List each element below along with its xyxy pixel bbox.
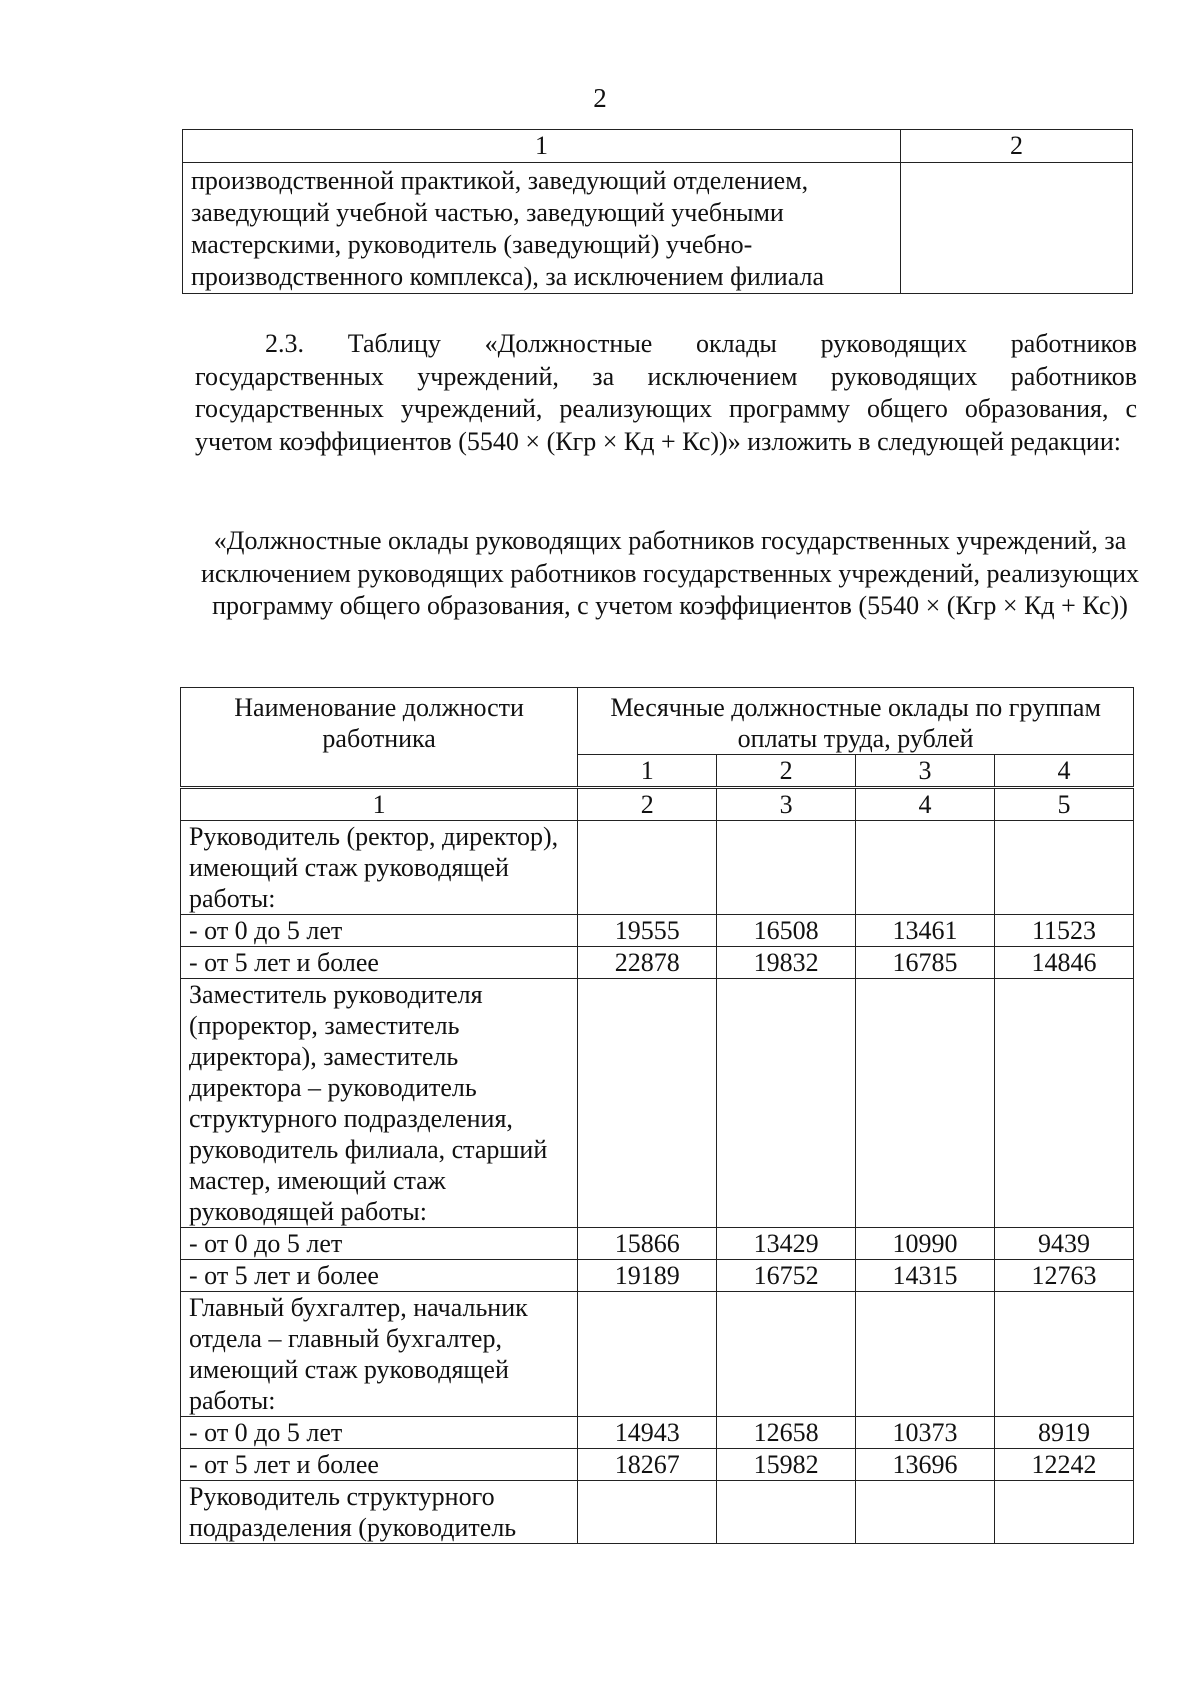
salary-cell: 14943: [578, 1417, 717, 1449]
group-number: 4: [995, 755, 1134, 788]
table-row: [181, 915, 1134, 947]
salary-cell: [995, 821, 1134, 915]
column-number: 1: [183, 130, 901, 163]
salary-cell: [717, 979, 856, 1228]
salary-cell: 19189: [578, 1260, 717, 1292]
salary-cell: 16785: [856, 947, 995, 979]
salary-cell: 12658: [717, 1417, 856, 1449]
salary-cell: 16752: [717, 1260, 856, 1292]
position-name-cell: - от 0 до 5 лет: [181, 915, 578, 947]
page-number: 2: [593, 83, 607, 113]
column-number: 5: [995, 788, 1134, 821]
table-header-row: [183, 130, 1133, 163]
salary-cell: 13429: [717, 1228, 856, 1260]
salary-cell: 9439: [995, 1228, 1134, 1260]
table-row: [181, 1417, 1134, 1449]
salary-table: [180, 687, 1134, 1544]
salary-cell: 16508: [717, 915, 856, 947]
salary-cell: 11523: [995, 915, 1134, 947]
column-number: 3: [717, 788, 856, 821]
salary-cell: [717, 1481, 856, 1544]
salary-cell: [856, 821, 995, 915]
salary-cell: [578, 1481, 717, 1544]
position-name-cell: - от 5 лет и более: [181, 947, 578, 979]
position-name-cell: - от 0 до 5 лет: [181, 1228, 578, 1260]
table-row: [181, 1481, 1134, 1544]
salary-cell: 14846: [995, 947, 1134, 979]
group-number: 1: [578, 755, 717, 788]
column-numbers-row: [181, 788, 1134, 821]
table-row: [183, 163, 1133, 294]
position-name-cell: Главный бухгалтер, начальник отдела – главный бухгалтер, имеющий стаж руководящей работы:: [181, 1292, 578, 1417]
salary-cell: [717, 821, 856, 915]
salary-cell: 18267: [578, 1449, 717, 1481]
salary-cell: 12242: [995, 1449, 1134, 1481]
table-row: [181, 821, 1134, 915]
column-number: 4: [856, 788, 995, 821]
position-name-cell: - от 5 лет и более: [181, 1260, 578, 1292]
salary-cell: 12763: [995, 1260, 1134, 1292]
salary-cell: [578, 821, 717, 915]
table-row: [181, 1260, 1134, 1292]
table-row: [181, 1449, 1134, 1481]
salary-cell: [995, 1481, 1134, 1544]
table-row: [181, 979, 1134, 1228]
table-row: [181, 1228, 1134, 1260]
salary-cell: [856, 979, 995, 1228]
continuation-table: [182, 129, 1133, 294]
table-row: [181, 947, 1134, 979]
salary-cell: [856, 1292, 995, 1417]
position-name-header: Наименование должности работника: [181, 688, 578, 788]
salary-cell: [717, 1292, 856, 1417]
salary-cell: 10990: [856, 1228, 995, 1260]
salary-cell: 19555: [578, 915, 717, 947]
column-number: 1: [181, 788, 578, 821]
position-name-cell: - от 5 лет и более: [181, 1449, 578, 1481]
salary-cell: [995, 1292, 1134, 1417]
salary-cell: 19832: [717, 947, 856, 979]
position-name-cell: Заместитель руководителя (проректор, заместитель директора), заместитель директора – руководитель структурного подразделения, руководитель филиала, старший мастер, имеющий стаж руководящей работы:: [181, 979, 578, 1228]
group-number: 2: [717, 755, 856, 788]
salary-cell: [856, 1481, 995, 1544]
column-number: 2: [578, 788, 717, 821]
table-row: [181, 1292, 1134, 1417]
value-cell: [901, 163, 1133, 294]
salary-cell: 14315: [856, 1260, 995, 1292]
salary-cell: 10373: [856, 1417, 995, 1449]
position-name-cell: Руководитель (ректор, директор), имеющий стаж руководящей работы:: [181, 821, 578, 915]
salary-cell: 15866: [578, 1228, 717, 1260]
salary-cell: 15982: [717, 1449, 856, 1481]
salary-cell: [995, 979, 1134, 1228]
position-name-cell: - от 0 до 5 лет: [181, 1417, 578, 1449]
salary-cell: 8919: [995, 1417, 1134, 1449]
position-name-cell: производственной практикой, заведующий отделением, заведующий учебной частью, заведующий учебными мастерскими, руководитель (заведующий) учебно-производственного комплекса), за исключением филиала: [183, 163, 901, 294]
amendment-paragraph: 2.3. Таблицу «Должностные оклады руководящих работников государственных учреждений, за исключением руководящих работников государственных учреждений, реализующих программу общего образования, с учетом коэффициентов (5540 × (Кгр × Кд + Кс))» изложить в следующей редакции:: [195, 329, 1137, 456]
salary-cell: 22878: [578, 947, 717, 979]
table-header-row: [181, 688, 1134, 755]
position-name-cell: Руководитель структурного подразделения (руководитель: [181, 1481, 578, 1544]
salary-cell: [578, 1292, 717, 1417]
salary-cell: 13696: [856, 1449, 995, 1481]
group-number: 3: [856, 755, 995, 788]
salary-cell: [578, 979, 717, 1228]
table-title: «Должностные оклады руководящих работников государственных учреждений, за исключением руководящих работников государственных учреждений, реализующих программу общего образования, с учетом коэффициентов (5540 × (Кгр × Кд + Кс)): [200, 526, 1140, 620]
salary-cell: 13461: [856, 915, 995, 947]
salary-groups-header: Месячные должностные оклады по группам оплаты труда, рублей: [578, 688, 1134, 755]
column-number: 2: [901, 130, 1133, 163]
